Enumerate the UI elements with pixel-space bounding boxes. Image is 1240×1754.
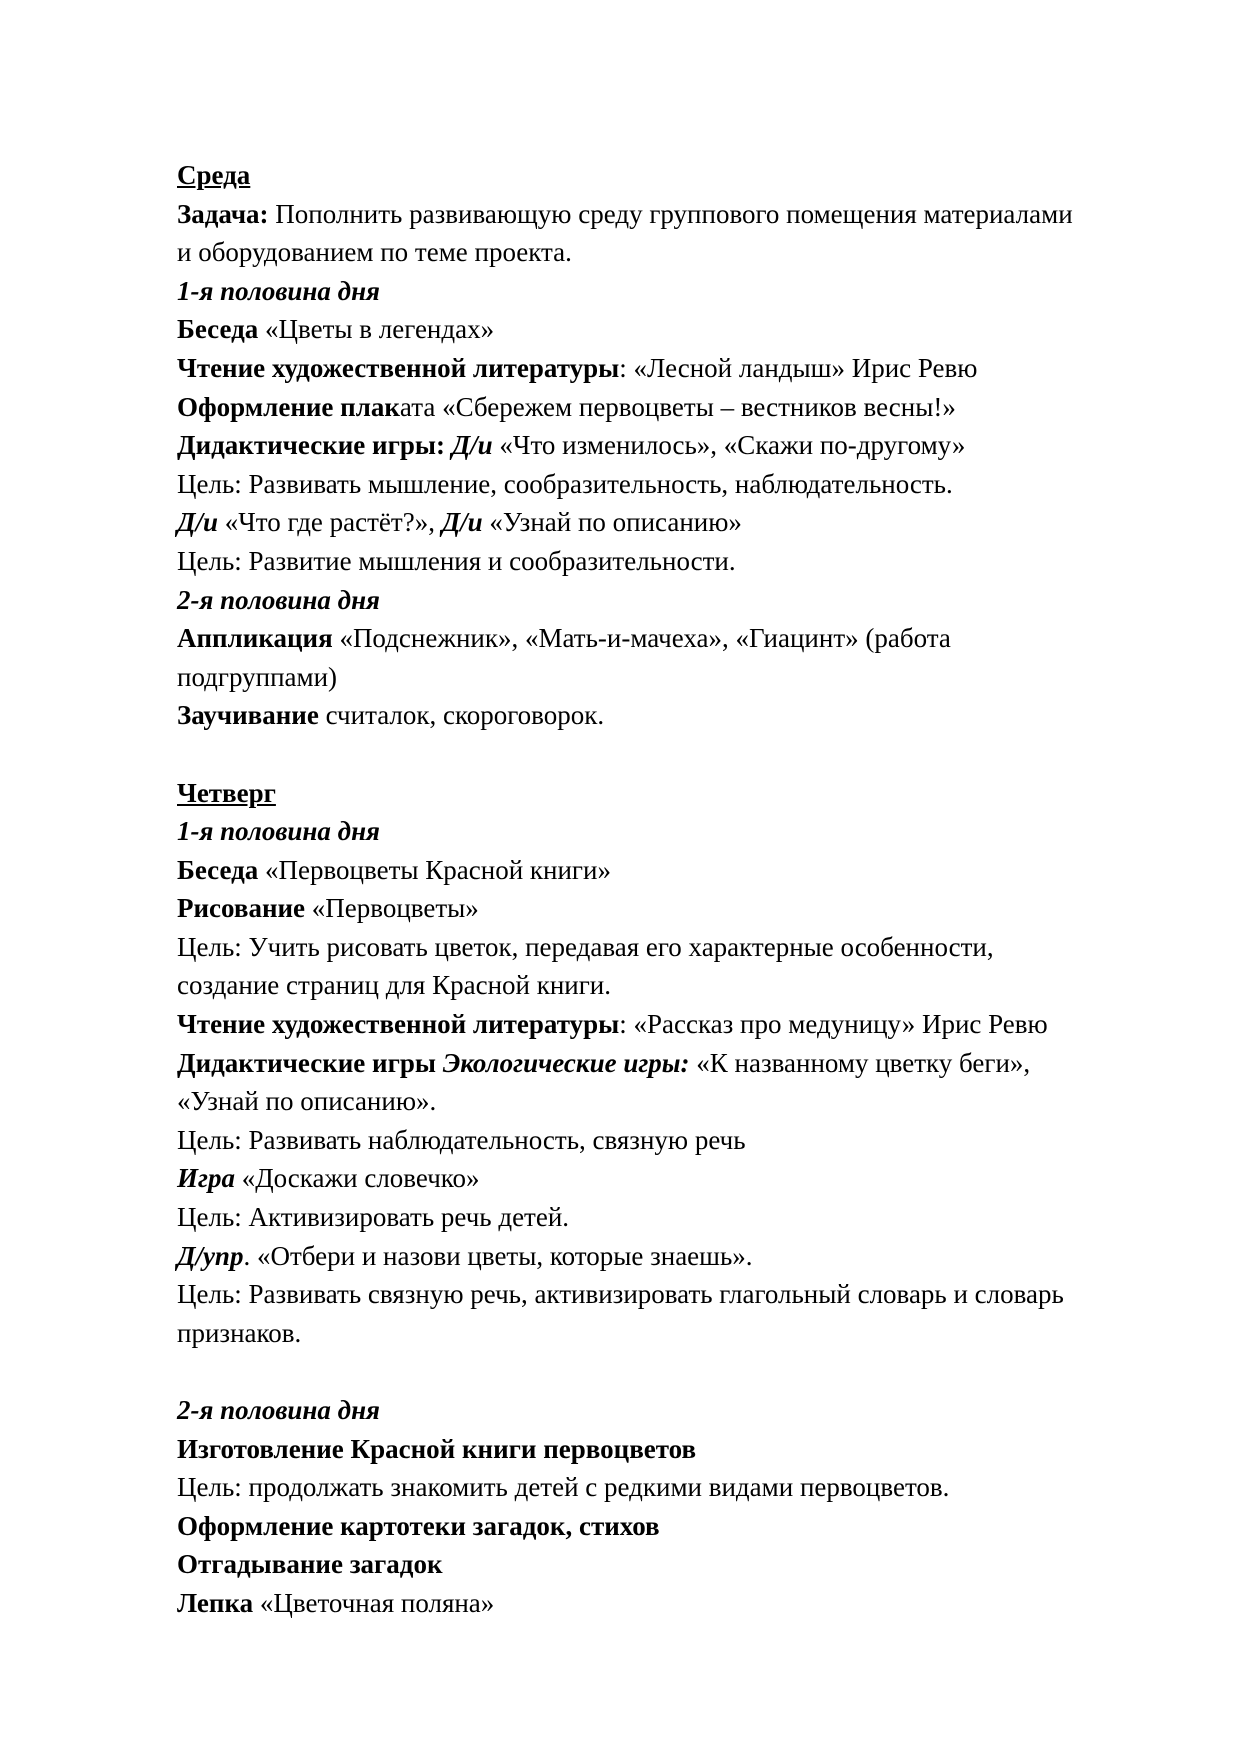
half-day-heading: 1-я половина дня bbox=[177, 816, 380, 847]
document-body bbox=[177, 156, 1167, 1623]
activity-reading: Чтение художественной литературы: «Лесной ландыш» Ирис Ревю bbox=[177, 352, 978, 383]
activity-talk: Беседа «Цветы в легендах» bbox=[177, 314, 495, 345]
activity-riddles: Отгадывание загадок bbox=[177, 1549, 443, 1580]
activity-didactic-games-2: Д/и «Что где растёт?», Д/и «Узнай по описанию» bbox=[177, 507, 742, 538]
activity-memorize: Заучивание считалок, скороговорок. bbox=[177, 700, 605, 731]
section-gap bbox=[177, 735, 1167, 774]
activity-cards: Оформление картотеки загадок, стихов bbox=[177, 1510, 660, 1541]
activity-goal: Цель: Развитие мышления и сообразительности. bbox=[177, 545, 736, 576]
day-heading-thursday: Четверг bbox=[177, 777, 276, 808]
activity-didactic-games-continued: «Узнай по описанию». bbox=[177, 1086, 437, 1117]
activity-drawing: Рисование «Первоцветы» bbox=[177, 893, 479, 924]
activity-didactic-games: Дидактические игры Экологические игры: «К названному цветку беги», bbox=[177, 1047, 1031, 1078]
activity-goal: Цель: Развивать наблюдательность, связную речь bbox=[177, 1124, 746, 1155]
half-day-heading: 2-я половина дня bbox=[177, 584, 380, 615]
day-heading-wednesday: Среда bbox=[177, 160, 251, 190]
activity-poster: Оформление плаката «Сбережем первоцветы – вестников весны!» bbox=[177, 391, 956, 422]
activity-applique-continued: подгруппами) bbox=[177, 661, 338, 692]
activity-applique: Аппликация «Подснежник», «Мать-и-мачеха», «Гиацинт» (работа bbox=[177, 623, 951, 654]
task-line-continued: и оборудованием по теме проекта. bbox=[177, 237, 572, 268]
half-day-heading: 2-я половина дня bbox=[177, 1395, 380, 1425]
half-day-heading: 1-я половина дня bbox=[177, 275, 380, 306]
activity-didactic-games: Дидактические игры: Д/и «Что изменилось», «Скажи по-другому» bbox=[177, 430, 966, 461]
activity-goal-continued: признаков. bbox=[177, 1317, 302, 1348]
activity-reading: Чтение художественной литературы: «Рассказ про медуницу» Ирис Ревю bbox=[177, 1009, 1048, 1040]
activity-goal: Цель: Развивать связную речь, активизировать глагольный словарь и словарь bbox=[177, 1279, 1064, 1310]
activity-goal-continued: создание страниц для Красной книги. bbox=[177, 970, 612, 1001]
activity-game: Игра «Доскажи словечко» bbox=[177, 1163, 480, 1194]
activity-exercise: Д/упр. «Отбери и назови цветы, которые знаешь». bbox=[177, 1240, 753, 1271]
activity-goal: Цель: Учить рисовать цветок, передавая его характерные особенности, bbox=[177, 931, 994, 962]
activity-goal: Цель: продолжать знакомить детей с редкими видами первоцветов. bbox=[177, 1472, 950, 1503]
activity-redbook: Изготовление Красной книги первоцветов bbox=[177, 1433, 697, 1464]
activity-talk: Беседа «Первоцветы Красной книги» bbox=[177, 854, 611, 885]
activity-modeling: Лепка «Цветочная поляна» bbox=[177, 1587, 495, 1618]
section-gap bbox=[177, 1352, 1167, 1391]
activity-goal: Цель: Активизировать речь детей. bbox=[177, 1202, 570, 1233]
activity-goal: Цель: Развивать мышление, сообразительность, наблюдательность. bbox=[177, 468, 953, 499]
task-line: Задача: Пополнить развивающую среду группового помещения материалами bbox=[177, 198, 1073, 229]
